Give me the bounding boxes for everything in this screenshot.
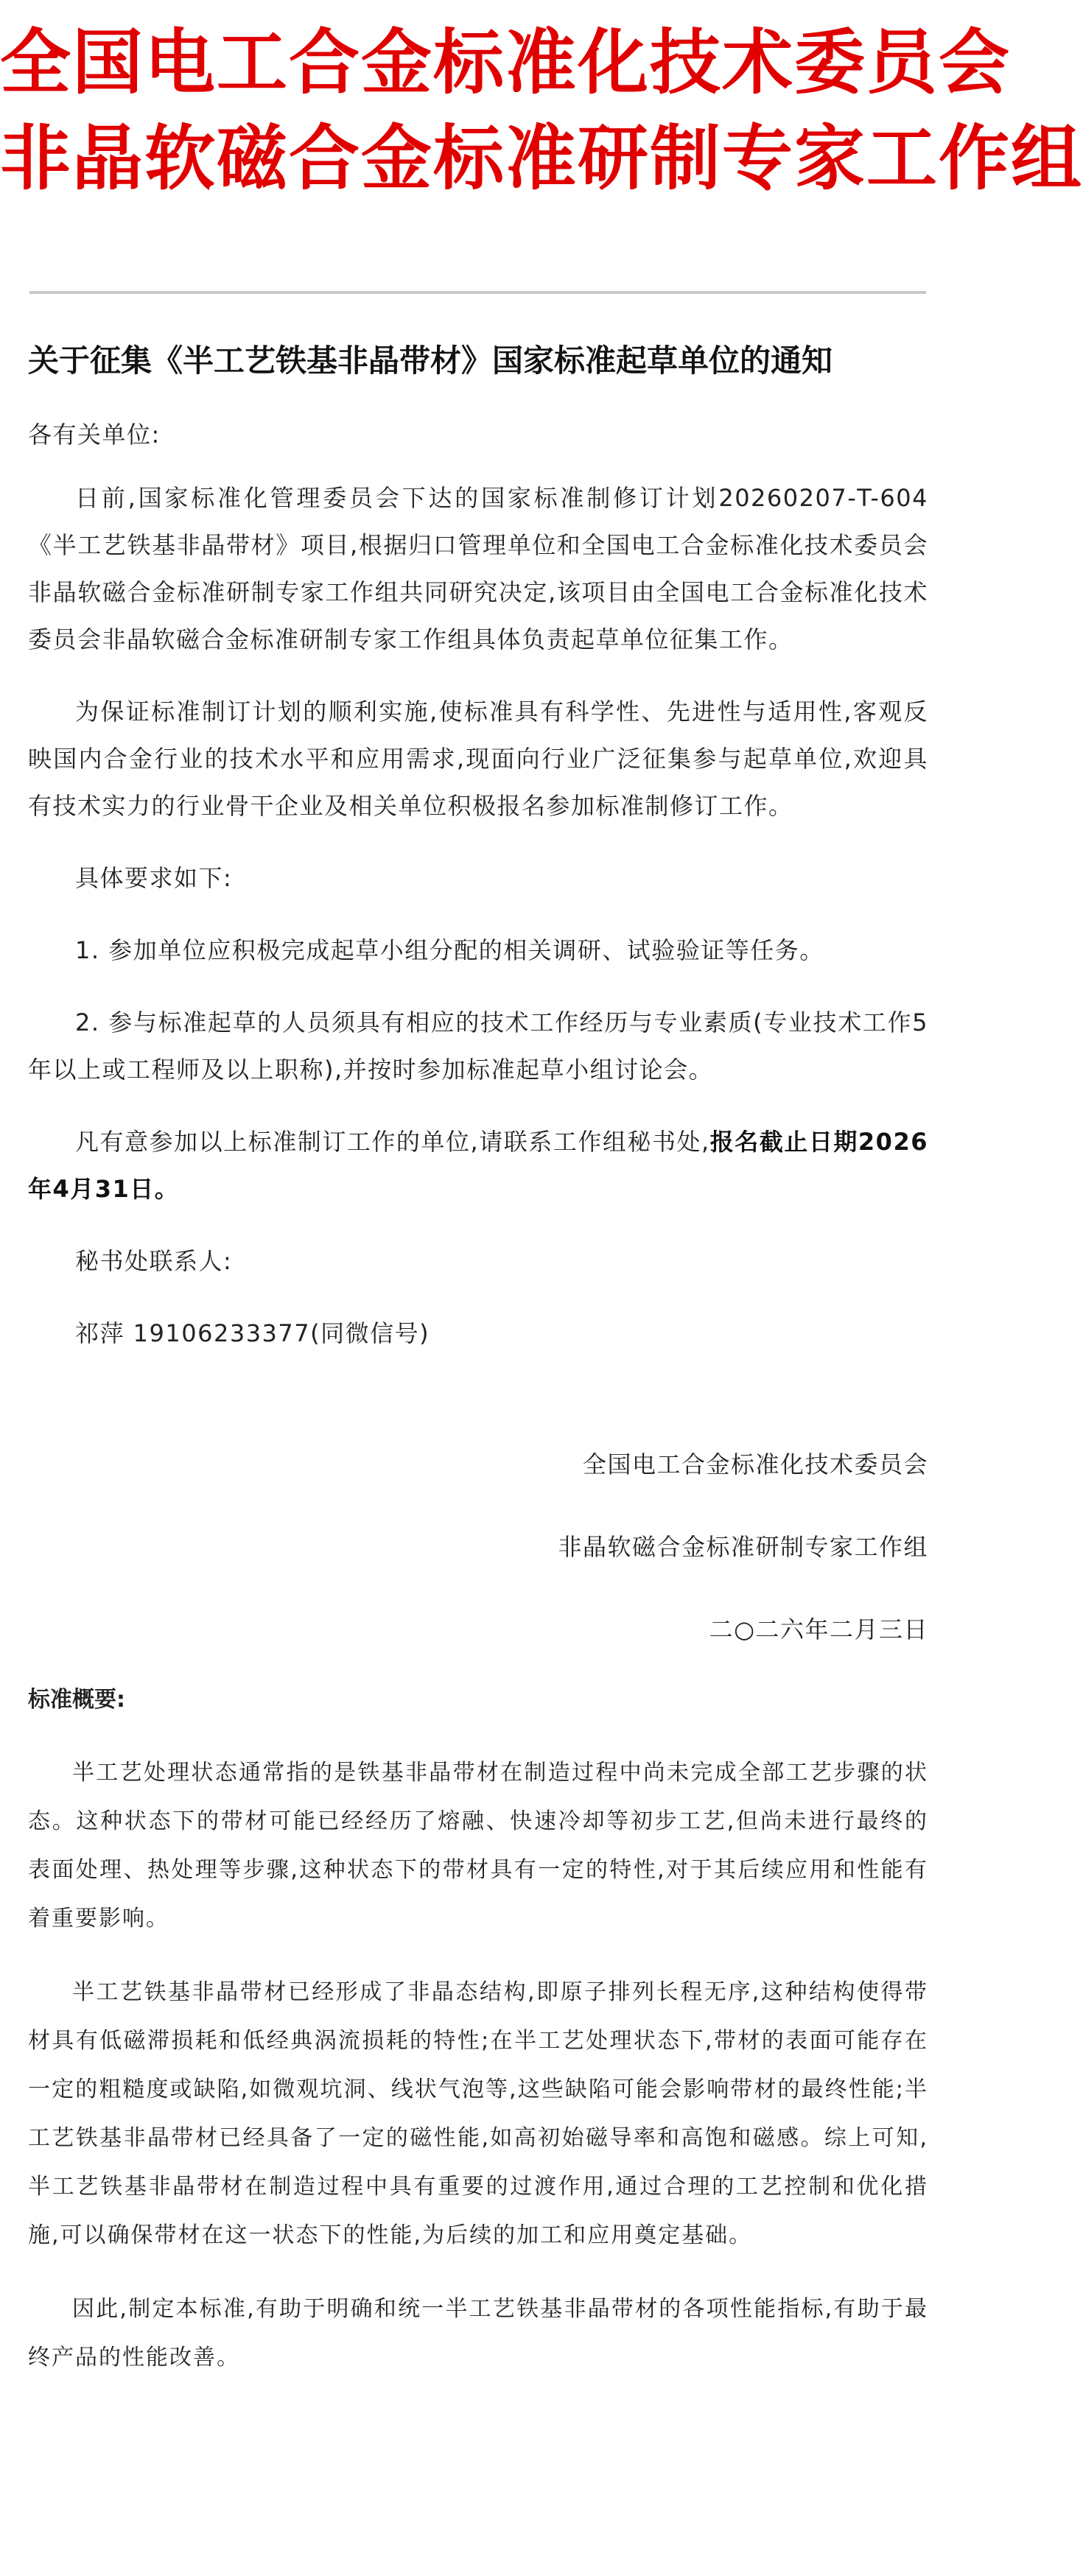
- requirements-intro: 具体要求如下:: [75, 864, 233, 892]
- paragraph-1: 日前,国家标准化管理委员会下达的国家标准制修订计划20260207-T-604《半工艺铁基非晶带材》项目,根据归口管理单位和全国电工合金标准化技术委员会非晶软磁合金标准研制专家工作组共同研究决定,该项目由全国电工合金标准化技术委员会非晶软磁合金标准研制专家工作组具体负责起草单位征集工作。: [28, 484, 928, 653]
- registration-paragraph: [28, 1118, 928, 1212]
- registration-text: 凡有意参加以上标准制订工作的单位,请联系工作组秘书处,: [75, 1128, 710, 1156]
- letterhead: [0, 15, 1083, 206]
- notice-body: [28, 324, 928, 2382]
- overview-paragraph-2: 半工艺铁基非晶带材已经形成了非晶态结构,即原子排列长程无序,这种结构使得带材具有低磁滞损耗和低经典涡流损耗的特性;在半工艺处理状态下,带材的表面可能存在一定的粗糙度或缺陷,如微观坑洞、线状气泡等,这些缺陷可能会影响带材的最终性能;半工艺铁基非晶带材已经具备了一定的磁性能,如高初始磁导率和高饱和磁感。综上可知,半工艺铁基非晶带材在制造过程中具有重要的过渡作用,通过合理的工艺控制和优化措施,可以确保带材在这一状态下的性能,为后续的加工和应用奠定基础。: [28, 1979, 928, 2248]
- overview-title: 标准概要:: [28, 1687, 125, 1713]
- contact-info: 祁萍 19106233377(同微信号): [75, 1319, 430, 1347]
- signature-date: 二○二六年二月三日: [709, 1615, 928, 1643]
- paragraph-2: 为保证标准制订计划的顺利实施,使标准具有科学性、先进性与适用性,客观反映国内合金行业的技术水平和应用需求,现面向行业广泛征集参与起草单位,欢迎具有技术实力的行业骨干企业及相关单位积极报名参加标准制修订工作。: [28, 698, 928, 820]
- signature-block: [28, 1423, 928, 1671]
- salutation: 各有关单位:: [28, 421, 161, 449]
- overview-paragraph-1: 半工艺处理状态通常指的是铁基非晶带材在制造过程中尚未完成全部工艺步骤的状态。这种状态下的带材可能已经经历了熔融、快速冷却等初步工艺,但尚未进行最终的表面处理、热处理等步骤,这种状态下的带材具有一定的特性,对于其后续应用和性能有着重要影响。: [28, 1760, 928, 1931]
- requirement-2: 2. 参与标准起草的人员须具有相应的技术工作经历与专业素质(专业技术工作5年以上或工程师及以上职称),并按时参加标准起草小组讨论会。: [28, 1008, 928, 1084]
- signature-org-2: 非晶软磁合金标准研制专家工作组: [558, 1533, 928, 1561]
- letterhead-line-2: 非晶软磁合金标准研制专家工作组: [0, 116, 1083, 200]
- signature-org-1: 全国电工合金标准化技术委员会: [582, 1450, 928, 1478]
- overview-paragraph-3: 因此,制定本标准,有助于明确和统一半工艺铁基非晶带材的各项性能指标,有助于最终产品的性能改善。: [28, 2296, 928, 2370]
- requirement-1: 1. 参加单位应积极完成起草小组分配的相关调研、试验验证等任务。: [75, 936, 824, 964]
- deadline-text: 报名截止日期2026年4月31日。: [28, 1128, 928, 1203]
- header-divider: [29, 291, 926, 294]
- letterhead-line-1: 全国电工合金标准化技术委员会: [0, 21, 1011, 104]
- contact-label: 秘书处联系人:: [75, 1247, 233, 1275]
- notice-title: 关于征集《半工艺铁基非晶带材》国家标准起草单位的通知: [28, 343, 833, 379]
